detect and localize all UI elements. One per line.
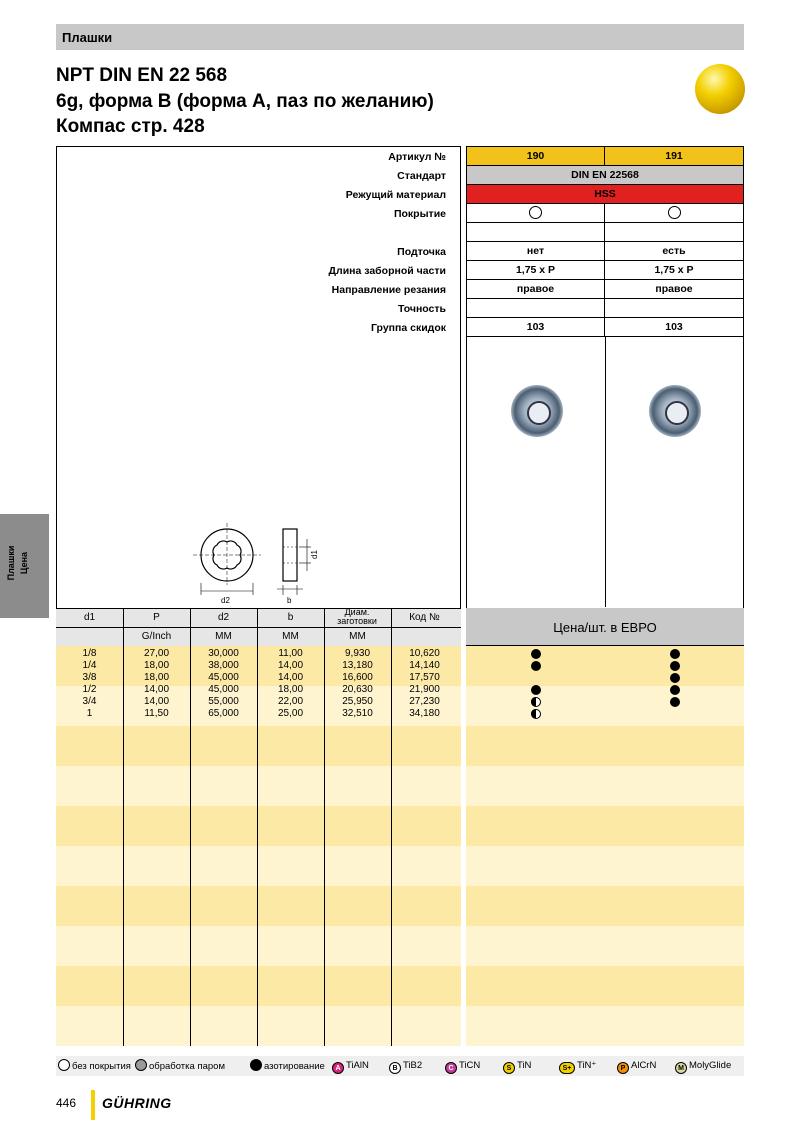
ticn-icon: C — [445, 1062, 457, 1074]
unit-b: ММ — [282, 631, 299, 642]
row-band — [56, 846, 461, 886]
row-band — [56, 886, 461, 926]
available-full-icon — [531, 685, 541, 695]
category-label: Плашки — [62, 30, 113, 45]
table-cell: 45,000 — [208, 684, 239, 695]
table-cell: 18,00 — [143, 672, 170, 683]
uncoated-icon — [529, 206, 542, 219]
table-cell: 14,00 — [277, 672, 304, 683]
label-direction: Направление резания — [331, 284, 446, 296]
table-cell: 10,620 — [409, 648, 440, 659]
available-full-icon — [670, 685, 680, 695]
available-half-icon — [531, 709, 541, 719]
table-cell: 13,180 — [342, 660, 373, 671]
table-cell: 30,000 — [208, 648, 239, 659]
footer-accent-bar — [91, 1090, 95, 1120]
label-discount: Группа скидок — [371, 322, 446, 334]
price-header — [466, 608, 744, 646]
col-b: b — [287, 612, 294, 623]
available-full-icon — [670, 697, 680, 707]
none-icon — [58, 1059, 70, 1071]
table-cell: 1/2 — [82, 684, 97, 695]
nitride-icon — [250, 1059, 262, 1071]
col-code: Код № — [409, 612, 440, 623]
available-full-icon — [670, 661, 680, 671]
legend-tib2: B TiB2 — [389, 1059, 422, 1073]
table-cell: 11,50 — [144, 708, 169, 719]
table-cell: 38,000 — [208, 660, 239, 671]
row-band — [466, 726, 744, 766]
table-row[interactable] — [0, 684, 800, 696]
row-band — [466, 886, 744, 926]
table-row[interactable] — [0, 672, 800, 684]
table-cell: 14,00 — [143, 684, 170, 695]
legend-steam: обработка паром — [135, 1059, 225, 1073]
material-value: HSS — [594, 188, 616, 200]
table-cell: 32,510 — [342, 708, 373, 719]
legend-tinplus: S+ TiN⁺ — [559, 1059, 596, 1073]
tin-icon: S — [503, 1062, 515, 1074]
available-full-icon — [670, 649, 680, 659]
discount-191: 103 — [665, 321, 683, 333]
title-line-1: NPT DIN EN 22 568 — [56, 65, 228, 86]
table-cell: 34,180 — [409, 708, 440, 719]
legend-tin: S TiN — [503, 1059, 531, 1073]
legend-molyglide: M MolyGlide — [675, 1059, 731, 1073]
brand-logo: GÜHRING — [102, 1095, 172, 1111]
coating-row — [467, 204, 743, 223]
row-band — [56, 926, 461, 966]
table-cell: 16,600 — [342, 672, 373, 683]
table-cell: 14,00 — [143, 696, 170, 707]
tinplus-icon: S+ — [559, 1062, 575, 1074]
side-tab-line-1: Плашки — [6, 545, 16, 581]
label-standard: Стандарт — [397, 170, 446, 182]
available-full-icon — [531, 649, 541, 659]
article-row — [467, 147, 743, 166]
title-line-2: 6g, форма B (форма A, паз по желанию) — [56, 91, 434, 112]
direction-190: правое — [467, 280, 605, 298]
label-coating: Покрытие — [393, 208, 446, 220]
row-band — [466, 926, 744, 966]
side-tab[interactable] — [0, 514, 49, 618]
table-cell: 27,00 — [143, 648, 170, 659]
table-cell: 27,230 — [409, 696, 440, 707]
table-row[interactable] — [0, 708, 800, 720]
uncoated-icon — [668, 206, 681, 219]
tib2-icon: B — [389, 1062, 401, 1074]
side-tab-line-2: Цена — [19, 551, 29, 575]
legend-none: без покрытия — [58, 1059, 131, 1073]
col-d1: d1 — [83, 612, 96, 623]
accuracy-row — [467, 299, 743, 318]
row-band — [56, 726, 461, 766]
table-cell: 14,00 — [277, 660, 304, 671]
available-half-icon — [531, 697, 541, 707]
article-190[interactable]: 190 — [467, 147, 605, 165]
material-row — [467, 185, 743, 204]
direction-row — [467, 280, 743, 299]
table-cell: 1 — [86, 708, 93, 719]
row-band — [466, 1006, 744, 1046]
row-band — [466, 806, 744, 846]
die-image-191 — [649, 385, 701, 437]
chamfer-190: 1,75 x P — [467, 261, 605, 279]
grinding-191: есть — [662, 245, 686, 257]
d1-label: d1 — [310, 550, 319, 559]
article-191[interactable]: 191 — [665, 150, 683, 162]
table-cell: 65,000 — [208, 708, 239, 719]
molyglide-icon: M — [675, 1062, 687, 1074]
col-d2: d2 — [217, 612, 230, 623]
label-accuracy: Точность — [397, 303, 446, 315]
table-cell: 20,630 — [342, 684, 373, 695]
grinding-row — [467, 242, 743, 261]
title-line-3: Компас стр. 428 — [56, 116, 205, 137]
available-full-icon — [531, 661, 541, 671]
legend-nitride: азотирование — [250, 1059, 325, 1073]
table-cell: 25,950 — [342, 696, 373, 707]
legend-ticn: C TiCN — [445, 1059, 480, 1073]
table-cell: 55,000 — [208, 696, 239, 707]
discount-row — [467, 318, 743, 337]
row-band — [56, 766, 461, 806]
table-cell: 14,140 — [409, 660, 440, 671]
standard-value: DIN EN 22568 — [571, 169, 639, 181]
discount-190: 103 — [467, 318, 605, 336]
coating-legend — [56, 1056, 744, 1076]
table-cell: 3/8 — [82, 672, 97, 683]
table-cell: 18,00 — [277, 684, 304, 695]
table-cell: 9,930 — [344, 648, 371, 659]
label-chamfer: Длина заборной части — [328, 265, 446, 277]
table-row[interactable] — [0, 660, 800, 672]
tialn-icon: A — [332, 1062, 344, 1074]
grinding-190: нет — [467, 242, 605, 260]
blank-row — [467, 223, 743, 242]
yellow-ball-icon — [695, 64, 745, 114]
label-material: Режущий материал — [345, 189, 446, 201]
table-row[interactable] — [0, 648, 800, 660]
page-number: 446 — [56, 1096, 77, 1110]
row-band — [56, 806, 461, 846]
unit-d2: ММ — [215, 631, 232, 642]
d2-label: d2 — [221, 596, 230, 605]
label-article: Артикул № — [388, 151, 446, 163]
row-band — [466, 766, 744, 806]
b-label: b — [287, 596, 292, 605]
row-band — [56, 1006, 461, 1046]
table-cell: 45,000 — [208, 672, 239, 683]
legend-tialn: A TiAlN — [332, 1059, 369, 1073]
die-drawing — [187, 523, 327, 609]
table-row[interactable] — [0, 696, 800, 708]
col-p: P — [153, 612, 160, 623]
table-cell: 18,00 — [143, 660, 170, 671]
table-cell: 22,00 — [277, 696, 304, 707]
table-cell: 21,900 — [409, 684, 440, 695]
col-blank-diam: Диам. заготовки — [337, 607, 377, 626]
category-bar — [56, 24, 744, 50]
row-band — [466, 966, 744, 1006]
table-cell: 3/4 — [82, 696, 97, 707]
unit-p: G/Inch — [141, 631, 172, 642]
table-cell: 17,570 — [409, 672, 440, 683]
table-cell: 11,00 — [278, 648, 303, 659]
table-cell: 1/8 — [82, 648, 97, 659]
label-grinding: Подточка — [397, 246, 446, 258]
direction-191: правое — [655, 283, 693, 295]
table-cell: 1/4 — [82, 660, 97, 671]
alcrn-icon: P — [617, 1062, 629, 1074]
unit-blank: ММ — [349, 631, 366, 642]
die-image-190 — [511, 385, 563, 437]
row-band — [56, 966, 461, 1006]
price-header-label: Цена/шт. в ЕВРО — [553, 620, 657, 635]
table-cell: 25,00 — [277, 708, 304, 719]
legend-alcrn: P AlCrN — [617, 1059, 656, 1073]
row-band — [466, 846, 744, 886]
chamfer-191: 1,75 x P — [654, 264, 694, 276]
chamfer-row — [467, 261, 743, 280]
available-full-icon — [670, 673, 680, 683]
standard-row — [467, 166, 743, 185]
steam-icon — [135, 1059, 147, 1071]
